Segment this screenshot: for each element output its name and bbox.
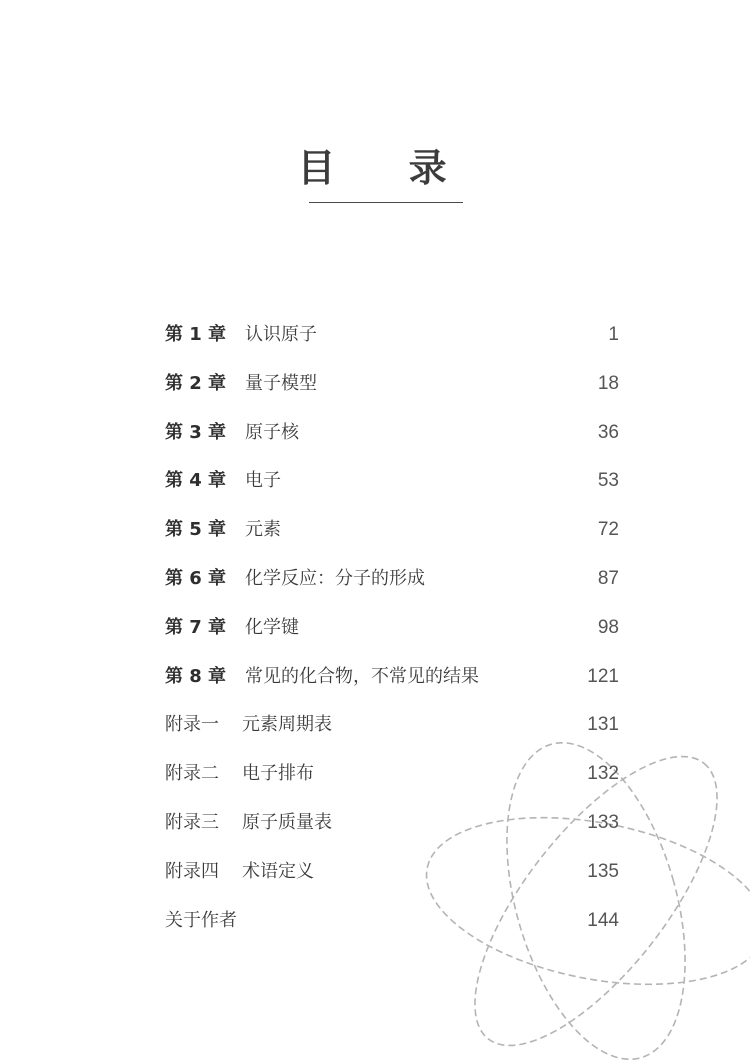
toc-row-label: 第 5 章 [165,519,227,541]
toc-row-label: 第 7 章 [165,616,227,638]
toc-row-label: 第 6 章 [165,567,227,589]
toc-row-page: 72 [597,519,619,541]
toc-row-appendix-3[interactable] [165,799,619,848]
toc-row-label: 第 2 章 [165,372,227,394]
toc-row-label: 附录一 [165,714,219,736]
toc-row-label: 附录二 [165,763,219,785]
toc-row-page: 121 [587,665,619,687]
toc-row-chapter-6[interactable] [165,555,619,604]
toc-row-label: 附录四 [165,860,219,882]
toc-row-title: 电子 [245,470,281,492]
toc-row-page: 144 [587,909,619,931]
toc-row-label: 关于作者 [165,909,237,931]
toc-row-page: 135 [587,860,619,882]
toc-row-chapter-1[interactable] [165,311,619,360]
toc-row-chapter-2[interactable] [165,360,619,409]
table-of-contents [165,311,619,945]
toc-row-chapter-5[interactable] [165,506,619,555]
toc-row-page: 18 [597,372,619,394]
toc-row-page: 98 [597,616,619,638]
toc-row-page: 132 [587,763,619,785]
toc-row-title: 化学反应：分子的形成 [245,567,425,589]
toc-row-title: 元素周期表 [242,714,332,736]
toc-row-page: 53 [597,470,619,492]
toc-row-page: 36 [597,421,619,443]
toc-row-title: 认识原子 [245,324,317,345]
toc-row-label: 第 8 章 [165,665,227,687]
toc-row-title: 常见的化合物，不常见的结果 [245,665,479,687]
toc-row-title: 术语定义 [242,860,314,882]
toc-row-title: 原子核 [245,421,299,443]
title-underline [309,202,463,203]
toc-row-title: 电子排布 [242,763,314,785]
toc-row-label: 第 1 章 [165,324,227,345]
toc-row-label: 附录三 [165,811,219,833]
toc-row-page: 131 [587,714,619,736]
toc-row-page: 1 [608,324,619,345]
toc-row-chapter-3[interactable] [165,409,619,458]
toc-row-label: 第 4 章 [165,470,227,492]
page-title: 目 录 [297,145,477,190]
toc-row-page: 133 [587,811,619,833]
toc-row-about-author[interactable] [165,897,619,946]
toc-row-title: 量子模型 [245,372,317,394]
toc-row-chapter-7[interactable] [165,604,619,653]
toc-row-chapter-8[interactable] [165,653,619,702]
toc-row-title: 化学键 [245,616,299,638]
toc-row-title: 原子质量表 [242,811,332,833]
toc-row-appendix-2[interactable] [165,750,619,799]
toc-row-label: 第 3 章 [165,421,227,443]
toc-row-page: 87 [597,567,619,589]
toc-row-appendix-4[interactable] [165,848,619,897]
toc-row-appendix-1[interactable] [165,701,619,750]
toc-row-chapter-4[interactable] [165,457,619,506]
toc-row-title: 元素 [245,519,281,541]
